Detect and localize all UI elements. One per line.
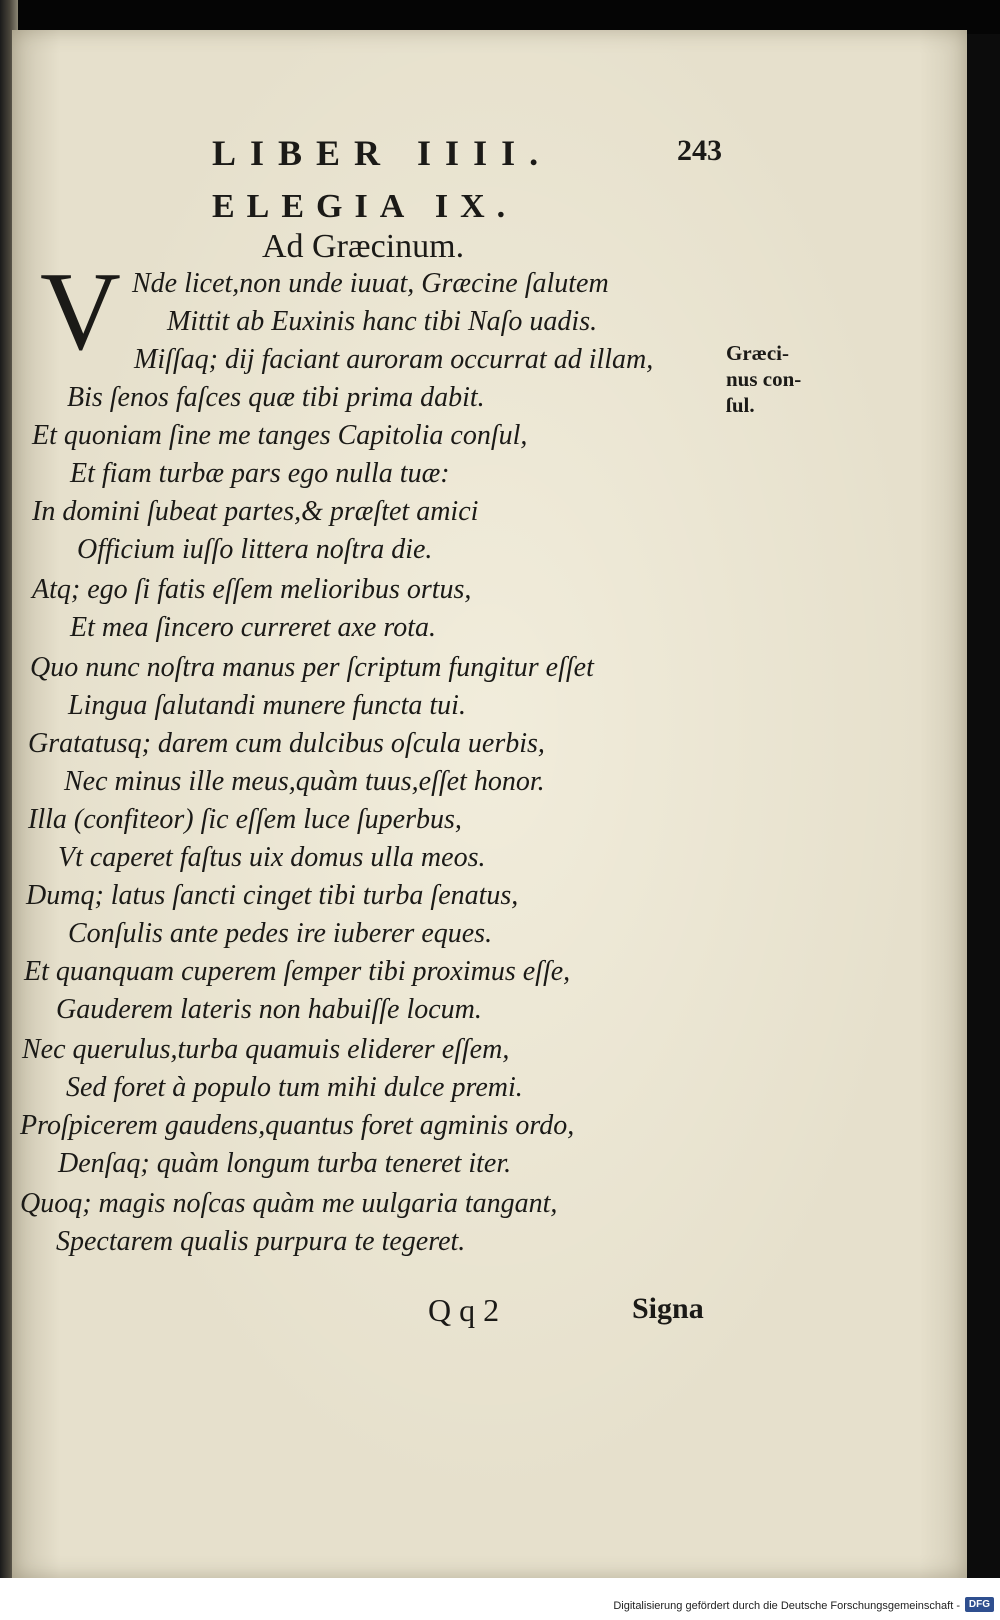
elegy-heading: ELEGIA IX.: [212, 188, 518, 225]
verse-line: Vt caperet faſtus uix domus ulla meos.: [58, 842, 486, 873]
running-head: LIBER IIII.: [212, 133, 553, 173]
verse-line: Nec minus ille meus,quàm tuus,eſſet honor.: [64, 766, 545, 797]
verse-line: Sed foret à populo tum mihi dulce premi.: [66, 1072, 523, 1103]
elegy-subtitle: Ad Græcinum.: [262, 228, 465, 265]
verse-line: Conſulis ante pedes ire iuberer eques.: [68, 918, 493, 949]
verse-line: Spectarem qualis purpura te tegeret.: [56, 1226, 466, 1257]
verse-line: Dumq; latus ſancti cinget tibi turba ſenatus,: [26, 880, 519, 911]
folio-number: 243: [677, 134, 722, 167]
drop-capital: V: [40, 250, 121, 374]
verse-line: Nec querulus,turba quamuis eliderer eſſem,: [22, 1034, 510, 1065]
marginal-note-line: nus con-: [726, 367, 802, 391]
verse-line: Officium iuſſo littera noſtra die.: [77, 534, 433, 565]
verse-block: [12, 30, 967, 1578]
verse-line: Gratatusq; darem cum dulcibus oſcula uerbis,: [28, 728, 545, 759]
scan-top-border: [18, 0, 1000, 34]
verse-line: Et fiam turbæ pars ego nulla tuæ:: [70, 458, 450, 489]
signature-mark: Q q 2: [428, 1292, 500, 1328]
catchword: Signa: [632, 1292, 704, 1325]
footer-band: [0, 1578, 1000, 1620]
verse-line: Et mea ſincero curreret axe rota.: [70, 612, 436, 643]
book-page: [12, 30, 967, 1578]
verse-line: Mittit ab Euxinis hanc tibi Naſo uadis.: [167, 306, 598, 337]
verse-line: Miſſaq; dij faciant auroram occurrat ad illam,: [134, 344, 654, 375]
verse-line: Illa (confiteor) ſic eſſem luce ſuperbus,: [28, 804, 462, 835]
verse-line: Nde licet,non unde iuuat, Græcine ſalutem: [132, 268, 609, 299]
marginal-note-line: Græci-: [726, 341, 789, 365]
verse-line: Et quoniam ſine me tanges Capitolia conſul,: [32, 420, 528, 451]
marginal-note: [726, 340, 826, 418]
funding-credit: Digitalisierung gefördert durch die Deutsche Forschungsgemeinschaft -: [613, 1600, 960, 1612]
verse-line: Atq; ego ſi fatis eſſem melioribus ortus,: [32, 574, 472, 605]
dfg-logo: DFG: [965, 1597, 994, 1612]
verse-line: Et quanquam cuperem ſemper tibi proximus eſſe,: [24, 956, 571, 987]
marginal-note-line: ſul.: [726, 393, 755, 417]
verse-line: Quoq; magis noſcas quàm me uulgaria tangant,: [20, 1188, 558, 1219]
verse-line: Bis ſenos faſces quæ tibi prima dabit.: [67, 382, 485, 413]
verse-line: Lingua ſalutandi munere functa tui.: [68, 690, 466, 721]
verse-line: Quo nunc noſtra manus per ſcriptum fungitur eſſet: [30, 652, 594, 683]
verse-line: In domini ſubeat partes,& præſtet amici: [32, 496, 479, 527]
verse-line: Gauderem lateris non habuiſſe locum.: [56, 994, 482, 1025]
verse-line: Denſaq; quàm longum turba teneret iter.: [58, 1148, 512, 1179]
verse-line: Proſpicerem gaudens,quantus foret agminis ordo,: [20, 1110, 575, 1141]
